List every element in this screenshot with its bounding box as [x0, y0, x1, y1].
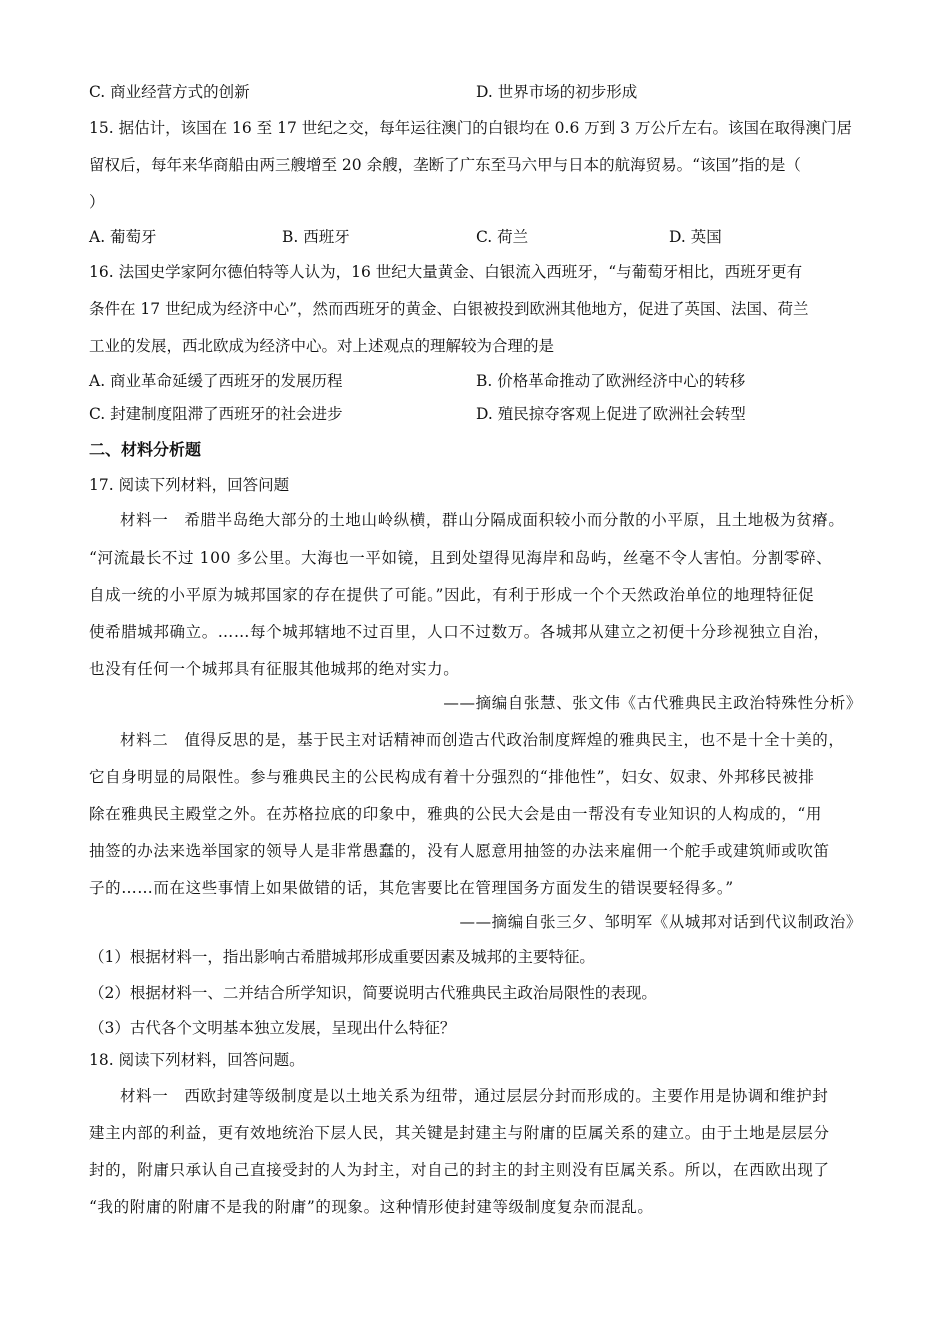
q15-option-d: D. 英国	[669, 228, 722, 246]
q17-material2-line: 子的……而在这些事情上如果做错的话，其危害要比在管理国务方面发生的错误要轻得多。”	[89, 879, 734, 897]
q17-material1-line: “河流最长不过 100 多公里。大海也一平如镜，且到处望得见海岸和岛屿，丝毫不令人害怕。分割零碎、	[89, 549, 833, 567]
q16-option-b: B. 价格革命推动了欧洲经济中心的转移	[476, 372, 746, 390]
q17-question: （1）根据材料一，指出影响古希腊城邦形成重要因素及城邦的主要特征。	[89, 948, 595, 966]
q17-intro: 17. 阅读下列材料，回答问题	[89, 476, 290, 494]
q15-stem-line: 留权后，每年来华商船由两三艘增至 20 余艘，垄断了广东至马六甲与日本的航海贸易。“该国”指的是（	[89, 156, 801, 174]
q18-material1-line: 材料一 西欧封建等级制度是以土地关系为纽带，通过层层分封而形成的。主要作用是协调和维护封	[120, 1087, 829, 1105]
q17-material1-line: 自成一统的小平原为城邦国家的存在提供了可能。”因此，有利于形成一个个天然政治单位的地理特征促	[89, 586, 815, 604]
q17-question: （2）根据材料一、二并结合所学知识，简要说明古代雅典民主政治局限性的表现。	[89, 984, 657, 1002]
q15-stem-line: ）	[89, 193, 105, 211]
q17-material1-line: 也没有任何一个城邦具有征服其他城邦的绝对实力。	[89, 660, 460, 678]
q15-option-c: C. 荷兰	[476, 228, 529, 246]
q17-material1-source: ——摘编自张慧、张文伟《古代雅典民主政治特殊性分析》	[443, 694, 862, 712]
q16-option-c: C. 封建制度阻滞了西班牙的社会进步	[89, 405, 343, 423]
q15-option-a: A. 葡萄牙	[89, 228, 157, 246]
q18-material1-line: 建主内部的利益，更有效地统治下层人民，其关键是封建主与附庸的臣属关系的建立。由于土地是层层分	[89, 1124, 830, 1142]
section-heading: 二、材料分析题	[89, 440, 202, 459]
q15-option-b: B. 西班牙	[282, 228, 350, 246]
q18-material1-line: “我的附庸的附庸不是我的附庸”的现象。这种情形使封建等级制度复杂而混乱。	[89, 1198, 654, 1216]
q17-material2-line: 抽签的办法来选举国家的领导人是非常愚蠢的，没有人愿意用抽签的办法来雇佣一个舵手或建筑师或吹笛	[89, 842, 830, 860]
q16-stem-line: 16. 法国史学家阿尔德伯特等人认为，16 世纪大量黄金、白银流入西班牙，“与葡萄牙相比，西班牙更有	[89, 263, 803, 281]
q18-material1-line: 封的，附庸只承认自己直接受封的人为封主，对自己的封主的封主则没有臣属关系。所以，在西欧出现了	[89, 1161, 830, 1179]
q16-option-d: D. 殖民掠夺客观上促进了欧洲社会转型	[476, 405, 746, 423]
q14-option-c: C. 商业经营方式的创新	[89, 83, 250, 101]
q17-material1-line: 使希腊城邦确立。……每个城邦辖地不过百里，人口不过数万。各城邦从建立之初便十分珍视独立自治，	[89, 623, 830, 641]
q17-material2-line: 除在雅典民主殿堂之外。在苏格拉底的印象中，雅典的公民大会是由一帮没有专业知识的人构成的，“用	[89, 805, 823, 823]
q17-material2-source: ——摘编自张三夕、邹明军《从城邦对话到代议制政治》	[459, 913, 862, 931]
q17-question: （3）古代各个文明基本独立发展，呈现出什么特征？	[89, 1019, 456, 1037]
q17-material2-line: 材料二 值得反思的是，基于民主对话精神而创造古代政治制度辉煌的雅典民主，也不是十全十美的，	[120, 731, 845, 749]
q18-intro: 18. 阅读下列材料，回答问题。	[89, 1051, 305, 1069]
q15-stem-line: 15. 据估计，该国在 16 至 17 世纪之交，每年运往澳门的白银均在 0.6 万到 3 万公斤左右。该国在取得澳门居	[89, 119, 852, 137]
q17-material1-line: 材料一 希腊半岛绝大部分的土地山岭纵横，群山分隔成面积较小而分散的小平原，且土地极为贫瘠。	[120, 511, 845, 529]
q17-material2-line: 它自身明显的局限性。参与雅典民主的公民构成有着十分强烈的“排他性”，妇女、奴隶、外邦移民被排	[89, 768, 815, 786]
q16-option-a: A. 商业革命延缓了西班牙的发展历程	[89, 372, 343, 390]
q16-stem-line: 工业的发展，西北欧成为经济中心。对上述观点的理解较为合理的是	[89, 337, 555, 355]
q14-option-d: D. 世界市场的初步形成	[476, 83, 638, 101]
q16-stem-line: 条件在 17 世纪成为经济中心”，然而西班牙的黄金、白银被投到欧洲其他地方，促进了英国、法国、荷兰	[89, 300, 809, 318]
